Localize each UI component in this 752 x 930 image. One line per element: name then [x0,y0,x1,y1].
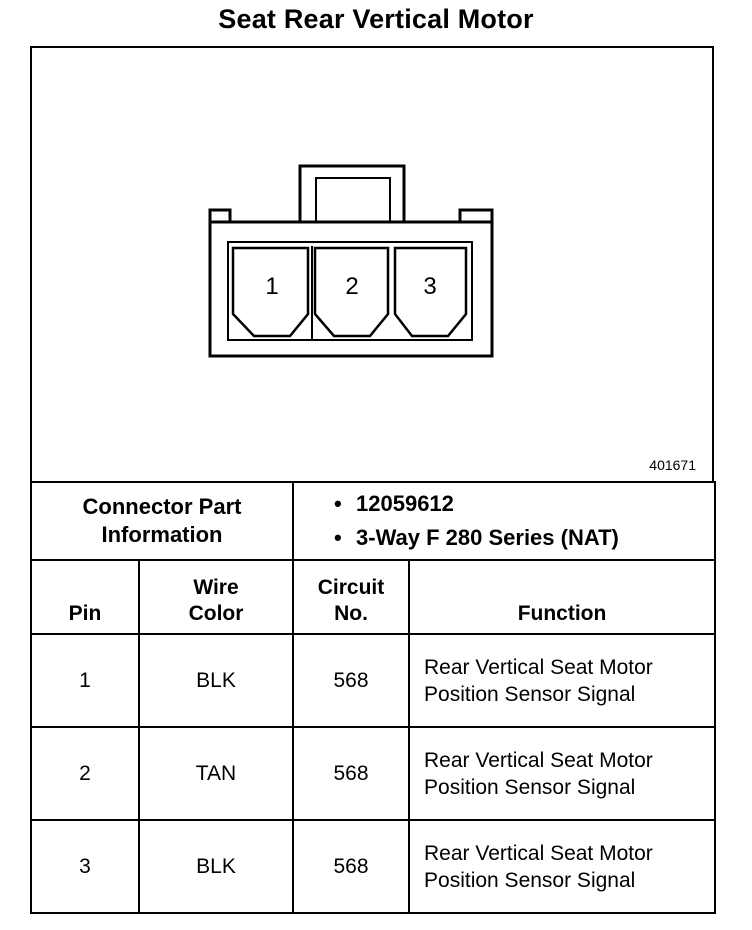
cell-wire-color: TAN [139,727,293,820]
header-function: Function [409,560,715,634]
table-row [31,727,715,820]
cell-wire-color: BLK [139,820,293,913]
connector-info-table [30,481,716,914]
pin-label-1: 1 [265,273,279,300]
cell-function: Rear Vertical Seat Motor Position Sensor Signal [409,634,715,727]
cell-circuit-no: 568 [293,634,409,727]
cell-pin: 1 [31,634,139,727]
header-circuit-no: Circuit No. [293,560,409,634]
cell-function: Rear Vertical Seat Motor Position Sensor Signal [409,820,715,913]
connector-series: • 3-Way F 280 Series (NAT) [334,521,714,555]
figure-id: 401671 [649,457,696,473]
connector-face-drawing [32,48,712,481]
cell-wire-color: BLK [139,634,293,727]
part-number: • 12059612 [334,487,714,521]
connector-diagram [30,46,714,483]
pin-label-2: 2 [345,273,359,300]
header-pin: Pin [31,560,139,634]
cell-function: Rear Vertical Seat Motor Position Sensor Signal [409,727,715,820]
cell-circuit-no: 568 [293,727,409,820]
table-row [31,820,715,913]
connector-part-info-label: Connector Part Information [31,482,293,560]
cell-circuit-no: 568 [293,820,409,913]
page-title: Seat Rear Vertical Motor [218,4,534,34]
header-wire-color: Wire Color [139,560,293,634]
cell-pin: 3 [31,820,139,913]
cell-pin: 2 [31,727,139,820]
table-header-row [31,560,715,634]
pin-label-3: 3 [423,273,437,300]
connector-part-info-values [293,482,715,560]
connector-part-info-row [31,482,715,560]
table-row [31,634,715,727]
